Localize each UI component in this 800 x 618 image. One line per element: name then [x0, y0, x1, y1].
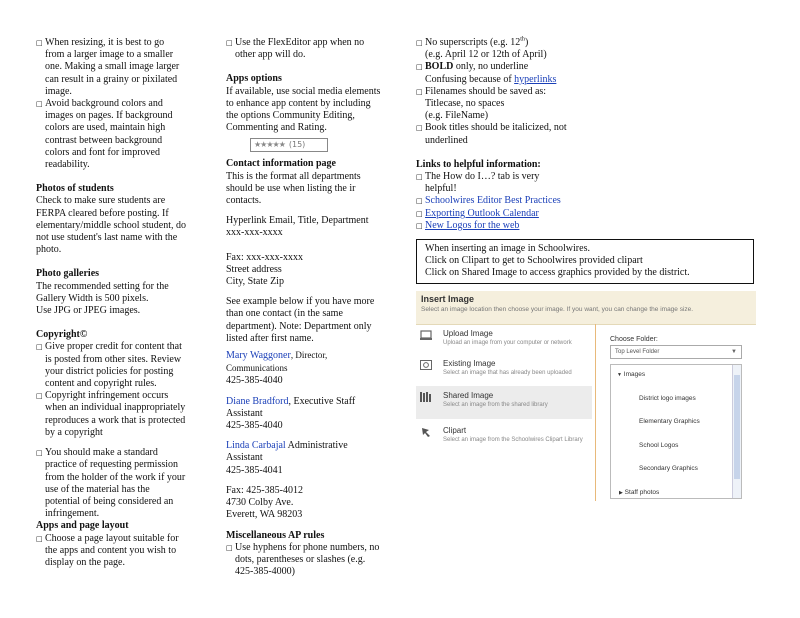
dialog-subtitle: Select an image location then choose your image. If you want, you can change the image size.: [421, 306, 694, 313]
column-1: [36, 37, 186, 569]
bullet-icon: □: [416, 124, 423, 133]
bullet-item: □ The How do I…? tab is very helpful!: [416, 171, 540, 195]
bullet-item: □ Give proper credit for content that is posted from other sites. Review your district policies for posting content and copyright rules.: [36, 341, 182, 390]
bullet-icon: □: [36, 449, 43, 458]
format-line-2: xxx-xxx-xxxx: [226, 227, 283, 239]
tree-item[interactable]: District logo images: [639, 395, 696, 402]
outlook-calendar-link[interactable]: Exporting Outlook Calendar: [425, 207, 539, 219]
tree-item[interactable]: Elementary Graphics: [639, 418, 700, 425]
address-fax: Fax: 425-385-4012: [226, 484, 303, 496]
contact-entry: Mary Waggoner, Director, Communications: [226, 350, 328, 374]
bullet-icon: □: [36, 100, 43, 109]
apps-heading: Apps options: [226, 73, 282, 85]
format-line-1: Hyperlink Email, Title, Department: [226, 215, 369, 227]
city-line: City, State Zip: [226, 276, 284, 288]
bullet-item: □ When resizing, it is best to go from a larger image to a smaller one. Making a small image larger can result in a grainy or pixilated image.: [36, 37, 180, 97]
bullet-icon: □: [416, 209, 423, 218]
bullet-icon: □: [416, 197, 423, 206]
galleries-heading: Photo galleries: [36, 268, 100, 280]
insert-image-dialog: [416, 291, 756, 501]
bullet-icon: □: [36, 392, 43, 401]
apps-text: If available, use social media elements to enhance app content by including the options Community Editing, Commenting and Rating.: [226, 85, 381, 134]
stars-icon[interactable]: ★★★★★: [254, 140, 285, 150]
bullet-item: □ Copyright infringement occurs when an individual inappropriately reproduces a work that is protected by a copyright: [36, 390, 186, 438]
address-street: 4730 Colby Ave.: [226, 497, 294, 509]
option-clipart[interactable]: Clipart Select an image from the Schoolwires Clipart Library: [416, 421, 592, 454]
address-city: Everett, WA 98203: [226, 509, 303, 521]
bullet-item: □ No superscripts (e.g. 12th) (e.g. April 12 or 12th of April): [416, 36, 547, 61]
bullet-item: □ Choose a page layout suitable for the apps and content you wish to display on the page.: [36, 532, 179, 568]
option-shared-image[interactable]: Shared Image Select an image from the shared library: [416, 386, 592, 419]
dialog-header: [416, 291, 756, 325]
folder-select[interactable]: Top Level Folder ▼: [610, 345, 742, 359]
galleries-text: The recommended setting for the Gallery Width is 500 pixels.: [36, 280, 169, 304]
bullet-item: □ BOLD only, no underline Confusing because of hyperlinks: [416, 61, 557, 85]
contact-phone: 425-385-4040: [226, 375, 283, 387]
collapsed-icon: ▶: [619, 490, 623, 496]
bullet-icon: □: [226, 543, 233, 552]
tree-item-images[interactable]: ▼ Images: [617, 371, 646, 378]
clipart-icon: [420, 426, 432, 438]
links-heading: Links to helpful information:: [416, 158, 541, 170]
bullet-icon: □: [416, 63, 423, 72]
bullet-item: □ You should make a standard practice of requesting permission from the holder of the work if your use of the material has the potential of being considered an infringement.: [36, 447, 186, 520]
copyright-heading: Copyright©: [36, 329, 88, 341]
hyperlinks-link[interactable]: hyperlinks: [514, 73, 557, 85]
contact-name-link[interactable]: Mary Waggoner: [226, 350, 291, 362]
bullet-icon: □: [36, 39, 43, 47]
folder-panel: [595, 324, 757, 501]
rating-widget[interactable]: [250, 138, 328, 152]
bullet-item: □ Use the FlexEditor app when no other app will do.: [226, 37, 365, 61]
fax-line: Fax: xxx-xxx-xxxx: [226, 251, 303, 263]
bullet-icon: □: [36, 534, 43, 543]
galleries-text-2: Use JPG or JPEG images.: [36, 305, 141, 317]
best-practices-link[interactable]: Schoolwires Editor Best Practices: [425, 195, 561, 207]
option-existing-image[interactable]: Existing Image Select an image that has already been uploaded: [416, 354, 592, 387]
column-3: [416, 37, 756, 284]
dialog-title: Insert Image: [421, 294, 475, 304]
chevron-down-icon: ▼: [731, 349, 737, 355]
contact-entry: Diane Bradford, Executive Staff Assistant: [226, 395, 356, 419]
expand-icon: ▼: [617, 372, 622, 378]
bullet-item: □ Filenames should be saved as: Titlecase, no spaces (e.g. FileName): [416, 85, 547, 122]
folder-label: Choose Folder:: [610, 336, 658, 343]
new-logos-link[interactable]: New Logos for the web: [425, 219, 520, 231]
rating-count: (15): [288, 140, 306, 150]
bullet-item: □ Book titles should be italicized, not underlined: [416, 122, 567, 146]
bullet-icon: □: [36, 343, 43, 352]
bullet-icon: □: [416, 39, 423, 47]
tree-item-staff[interactable]: ▶ Staff photos: [619, 489, 660, 496]
bullet-item: □ Use hyphens for phone numbers, no dots, parentheses or slashes (e.g. 425-385-4000): [226, 541, 380, 578]
bullet-item: □ Avoid background colors and images on pages. If background colors are used, maintain high contrast between background colors and font for improved readability.: [36, 98, 173, 171]
upload-icon: [420, 329, 432, 341]
bullet-item: [416, 220, 756, 232]
layout-heading: Apps and page layout: [36, 520, 129, 532]
contact-text: This is the format all departments should be use when listing the ir contacts.: [226, 170, 361, 207]
column-2: [226, 37, 384, 578]
bullet-icon: □: [416, 221, 423, 230]
option-upload-image[interactable]: Upload Image Upload an image from your computer or network: [416, 324, 592, 357]
students-heading: Photos of students: [36, 183, 114, 195]
contact-name-link[interactable]: Diane Bradford: [226, 395, 289, 407]
example-text: See example below if you have more than one contact (in the same department). Note: Department only listed after first name.: [226, 296, 375, 344]
bullet-item: [416, 195, 756, 207]
scrollbar-thumb[interactable]: [734, 375, 740, 479]
street-line: Street address: [226, 263, 282, 275]
contact-heading: Contact information page: [226, 158, 336, 170]
contact-phone: 425-385-4040: [226, 420, 283, 432]
bullet-icon: □: [416, 87, 423, 96]
students-text: Check to make sure students are FERPA cleared before posting. If elementary/middle school student, do not use student's last name with the photo.: [36, 195, 186, 256]
image-icon: [420, 359, 432, 371]
tree-item[interactable]: School Logos: [639, 442, 679, 449]
bullet-item: [416, 208, 756, 220]
bullet-icon: □: [226, 39, 233, 47]
tree-item[interactable]: Secondary Graphics: [639, 465, 698, 472]
misc-heading: Miscellaneous AP rules: [226, 529, 325, 541]
contact-name-link[interactable]: Linda Carbajal: [226, 440, 286, 452]
folder-tree: [610, 364, 742, 499]
scrollbar[interactable]: [732, 365, 741, 498]
contact-entry: Linda Carbajal Administrative Assistant: [226, 440, 348, 464]
bullet-icon: □: [416, 173, 423, 182]
contact-phone: 425-385-4041: [226, 464, 283, 476]
library-icon: [420, 391, 432, 403]
tip-box: When inserting an image in Schoolwires. Click on Clipart to get to Schoolwires provided clipart Click on Shared Image to access graphics provided by the district.: [416, 239, 754, 284]
